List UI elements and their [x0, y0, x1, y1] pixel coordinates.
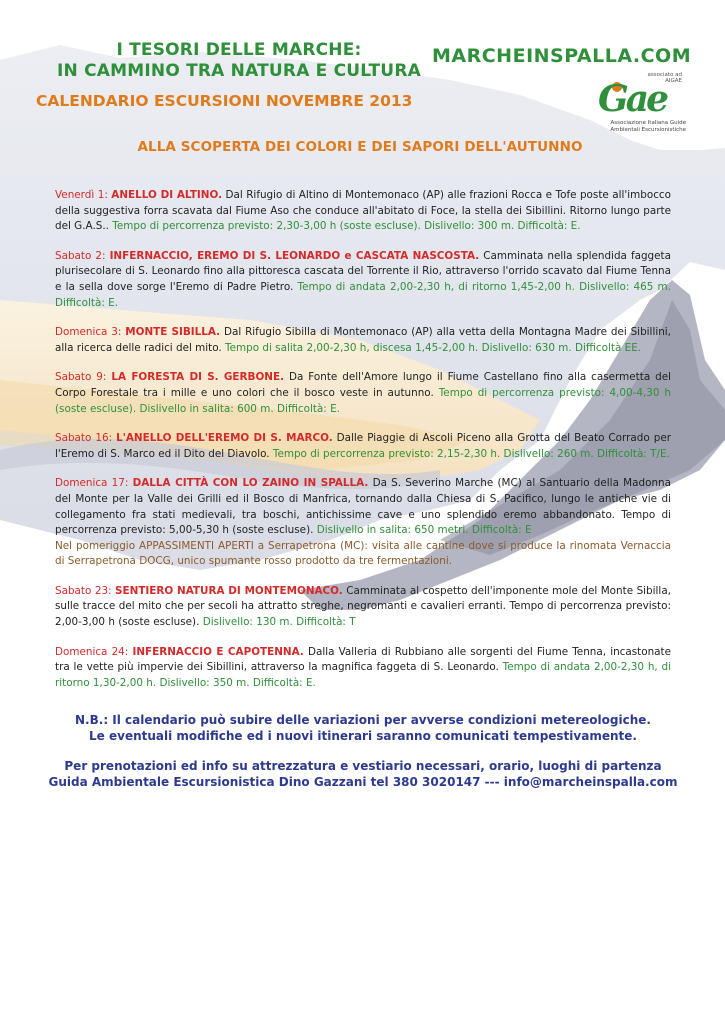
event-description: Dal Rifugio di Altino di Montemonaco (AP) alle frazioni Rocca e Tofe poste all'imbocco della suggestiva forra scavata dal Fiume Aso che conduce all'abitato di Foce, la stella dei Sibillini. Ritorno lungo parte del G.A.S..: [55, 189, 671, 233]
logo-association-name: [590, 120, 686, 133]
event-name: LA FORESTA DI S. GERBONE.: [111, 371, 285, 384]
event-details: Dislivello: 130 m. Difficoltà: T: [202, 616, 356, 629]
logo-associated-text: associato ad AIGAE: [647, 72, 682, 84]
event-day: Domenica 24:: [55, 645, 129, 658]
event-item: [55, 645, 671, 692]
event-details: Tempo di percorrenza previsto: 2,30-3,00 h (soste escluse). Dislivello: 300 m. Difficoltà: E.: [112, 220, 581, 233]
event-day: Sabato 23:: [55, 584, 112, 597]
event-day: Venerdì 1:: [55, 189, 108, 201]
event-item: [55, 431, 671, 462]
website-name[interactable]: MARCHEINSPALLA.COM: [432, 45, 692, 67]
event-description: Camminata al cospetto dell'imponente mole del Monte Sibilla, sulle tracce del mito che per secoli ha attratto streghe, negromanti e cavalieri erranti. Tempo di percorrenza previsto: 2,00-3,00 h (soste escluse).: [55, 584, 671, 629]
event-name: SENTIERO NATURA DI MONTEMONACO.: [115, 584, 343, 597]
event-name: DALLA CITTÀ CON LO ZAINO IN SPALLA.: [132, 477, 369, 490]
logo-name-line-2: Ambientali Escursionistiche: [610, 126, 686, 133]
logo-mark: Gae: [598, 78, 666, 120]
event-item: [55, 476, 671, 570]
event-details: Tempo di percorrenza previsto: 2,15-2,30 h. Dislivello: 260 m. Difficoltà: T/E.: [272, 447, 670, 460]
event-item: [55, 584, 671, 631]
event-extra-note: Nel pomeriggio APPASSIMENTI APERTI a Serrapetrona (MC): visita alle cantine dove si produce la rinomata Vernaccia di Serrapetrona DOCG, unico spumante rosso prodotto da tre fermentazioni.: [55, 539, 671, 568]
event-description: Dal Rifugio Sibilla di Montemonaco (AP) alla vetta della Montagna Madre dei Sibillini, alla ricerca delle radici del mito.: [55, 326, 671, 354]
events-list: [55, 188, 671, 705]
event-name: L'ANELLO DELL'EREMO DI S. MARCO.: [116, 432, 333, 445]
event-description: Camminata nella splendida faggeta plurisecolare di S. Leonardo fino alla pittoresca cascata del Torrente il Rio, attraverso l'orrido scavato dal Fiume Tenna e la sella dove sorge l'Eremo di Padre Pietro.: [55, 249, 671, 293]
event-item: [55, 325, 671, 356]
contact-line-2[interactable]: Guida Ambientale Escursionistica Dino Gazzani tel 380 3020147 --- info@marcheinspalla.com: [48, 775, 678, 789]
event-day: Sabato 9:: [55, 371, 107, 384]
title-line-1: I TESORI DELLE MARCHE:: [116, 40, 362, 60]
event-day: Sabato 16:: [55, 432, 113, 445]
event-description: Da Fonte dell'Amore lungo il Fiume Castellano fino alla casermetta del Corpo Forestale tra i mille e uno colori che il bosco veste in autunno.: [55, 371, 672, 399]
event-day: Sabato 2:: [55, 249, 106, 262]
event-name: MONTE SIBILLA.: [125, 326, 221, 339]
event-details: Dislivello in salita: 650 metri. Difficoltà: E: [316, 524, 532, 537]
event-name: INFERNACCIO, EREMO DI S. LEONARDO e CASCATA NASCOSTA.: [109, 249, 480, 262]
note-line-1: N.B.: Il calendario può subire delle variazioni per avverse condizioni metereologiche.: [75, 713, 651, 727]
event-details: Tempo di percorrenza previsto: 4,00-4,30 h (soste escluse). Dislivello in salita: 600 m. Difficoltà: E.: [55, 386, 671, 415]
logo-name-line-1: Associazione Italiana Guide: [610, 120, 686, 126]
subtitle: ALLA SCOPERTA DEI COLORI E DEI SAPORI DELL'AUTUNNO: [137, 139, 583, 155]
event-details: Tempo di andata 2,00-2,30 h, di ritorno 1,30-2,00 h. Dislivello: 350 m. Difficoltà: E.: [55, 661, 672, 689]
note-line-2: Le eventuali modifiche ed i nuovi itinerari saranno comunicati tempestivamente.: [89, 729, 637, 743]
event-details: Tempo di salita 2,00-2,30 h, discesa 1,45-2,00 h. Dislivello: 630 m. Difficoltà EE.: [225, 341, 642, 354]
event-day: Domenica 3:: [55, 326, 122, 339]
event-item: [55, 188, 671, 235]
event-description: Da S. Severino Marche (MC) al Santuario della Madonna del Monte per la Valle dei Grilli ed il Bosco di Manfrica, tornando dalla Chiesa di S. Pacifico, lungo le antiche vie di collegamento fra stati medievali, tra boschi, antichissime cave e uno splendido eremo abbandonato. Tempo di percorrenza previsto: 5,00-5,30 h (soste escluse).: [55, 477, 671, 537]
event-details: Tempo di andata 2,00-2,30 h, di ritorno 1,45-2,00 h. Dislivello: 465 m. Difficoltà: E.: [55, 280, 671, 309]
event-name: INFERNACCIO E CAPOTENNA.: [132, 645, 304, 658]
event-description: Dalla Valleria di Rubbiano alle sorgenti del Fiume Tenna, incastonate tra le vette più impervie dei Sibillini, attraverso la magnifica faggeta di S. Leonardo.: [55, 645, 672, 674]
event-item: [55, 370, 671, 417]
calendar-title: CALENDARIO ESCURSIONI NOVEMBRE 2013: [36, 92, 413, 110]
event-name: ANELLO DI ALTINO.: [111, 189, 223, 201]
title-line-2: IN CAMMINO TRA NATURA E CULTURA: [57, 61, 421, 81]
event-description: Dalle Piaggie di Ascoli Piceno alla Grotta del Beato Corrado per l'Eremo di S. Marco ed il Dito del Diavolo.: [55, 432, 671, 460]
contact-line-1: Per prenotazioni ed info su attrezzatura e vestiario necessari, orario, luoghi di partenza: [64, 759, 662, 773]
main-title: [44, 40, 434, 82]
event-item: [55, 249, 671, 311]
event-day: Domenica 17:: [55, 477, 129, 490]
footer: [40, 712, 686, 790]
